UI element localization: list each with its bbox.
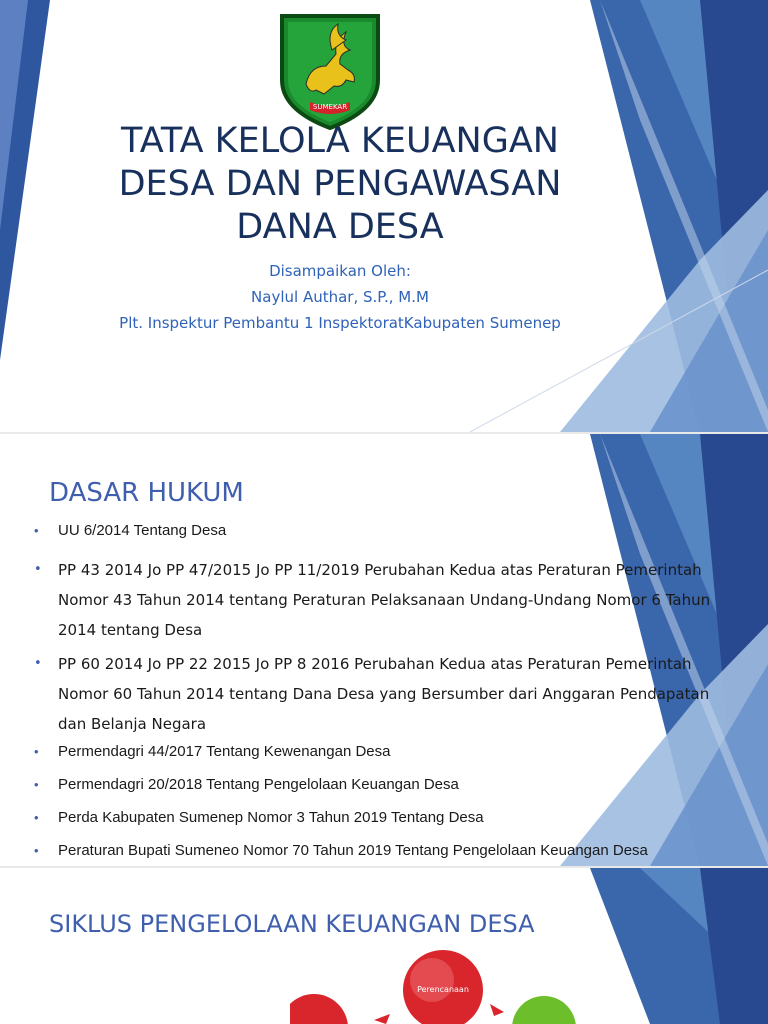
title-line: DESA DAN PENGAWASAN (118, 164, 562, 204)
list-item: • Perda Kabupaten Sumenep Nomor 3 Tahun 2019 Tentang Desa (34, 809, 484, 826)
presenter-line: Naylul Authar, S.P., M.M (251, 288, 429, 306)
title-slide (0, 0, 768, 432)
cycle-diagram (290, 946, 580, 1024)
list-item: • PP 60 2014 Jo PP 22 2015 Jo PP 8 2016 Perubahan Kedua atas Peraturan Pemerintah Nomor 60 Tahun 2014 tentang Dana Desa yang Bersumber dari Anggaran Pendapatan dan Belanja Negara (0, 649, 740, 739)
bullet-icon: • (34, 843, 39, 858)
bullet-icon: • (34, 656, 42, 671)
title-line: DANA DESA (236, 207, 444, 247)
slide-heading: DASAR HUKUM (49, 478, 244, 508)
list-item: • Permendagri 20/2018 Tentang Pengelolaan Keuangan Desa (34, 776, 459, 793)
list-item: • Permendagri 44/2017 Tentang Kewenangan Desa (34, 743, 391, 760)
bullet-icon: • (34, 744, 39, 759)
bullet-icon: • (34, 777, 39, 792)
cycle-slide (0, 868, 768, 1024)
list-item: • PP 43 2014 Jo PP 47/2015 Jo PP 11/2019 Perubahan Kedua atas Peraturan Pemerintah Nomor 43 Tahun 2014 tentang Peraturan Pelaksanaan Undang-Undang Nomor 6 Tahun 2014 tentang Desa (0, 555, 740, 645)
cycle-node-right (512, 996, 576, 1024)
sumekar-logo (276, 10, 384, 132)
presenter-line: Plt. Inspektur Pembantu 1 InspektoratKabupaten Sumenep (119, 314, 561, 332)
list-item: • UU 6/2014 Tentang Desa (34, 522, 227, 539)
cycle-node-left (290, 994, 348, 1024)
bullet-icon: • (34, 523, 39, 538)
bullet-icon: • (34, 562, 42, 577)
presenter-info (60, 258, 620, 336)
law-list (0, 522, 740, 866)
presenter-line: Disampaikan Oleh: (269, 262, 411, 280)
title-line: TATA KELOLA KEUANGAN (121, 121, 559, 161)
svg-text:SUMEKAR: SUMEKAR (312, 103, 348, 111)
presentation-title (60, 120, 620, 249)
list-item: • Peraturan Bupati Sumeneo Nomor 70 Tahun 2019 Tentang Pengelolaan Keuangan Desa (34, 842, 648, 859)
bullet-icon: • (34, 810, 39, 825)
cycle-node-label: Perencanaan (417, 985, 469, 994)
slide-heading: SIKLUS PENGELOLAAN KEUANGAN DESA (49, 910, 535, 938)
legal-basis-slide (0, 434, 768, 866)
